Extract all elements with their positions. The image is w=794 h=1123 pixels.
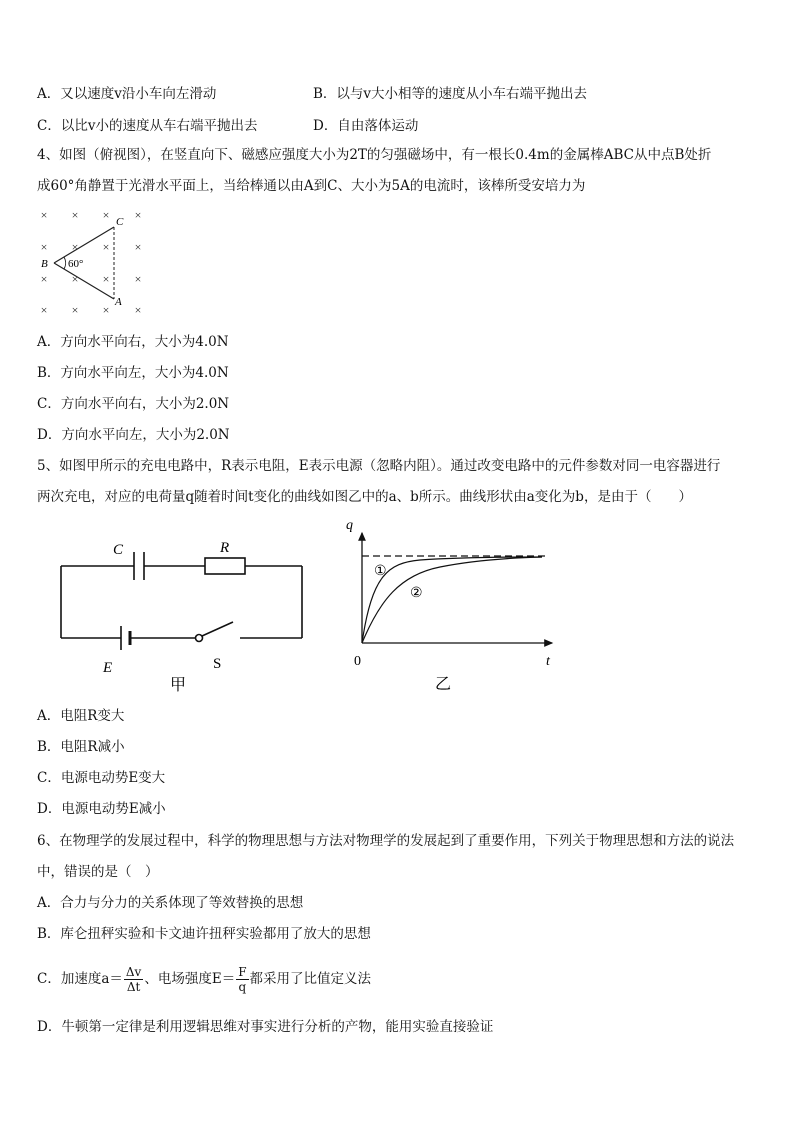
field-mark: ×: [71, 272, 79, 286]
q6-option-c-middle: 、电场强度E＝: [144, 971, 236, 987]
q4-stem-line-1: 4、如图（俯视图），在竖直向下、磁感应强度大小为2T的匀强磁场中，有一根长0.4m的金属棒ABC从中点B处折: [37, 147, 712, 163]
field-mark: ×: [40, 208, 48, 222]
q5-stem-line-2: 两次充电，对应的电荷量q随着时间t变化的曲线如图乙中的a、b所示。曲线形状由a变化为b，是由于（ ）: [37, 489, 692, 505]
field-mark: ×: [134, 240, 142, 254]
q5-stem-line-1: 5、如图甲所示的充电电路中，R表示电阻，E表示电源（忽略内阻）。通过改变电路中的元件参数对同一电容器进行: [37, 458, 721, 474]
fraction-numerator: Δv: [125, 965, 142, 979]
q4-option-d[interactable]: D．方向水平向左，大小为2.0N: [37, 427, 230, 443]
label-r: R: [220, 540, 230, 556]
curve-1: [362, 557, 542, 643]
q3-option-row-2: [37, 114, 777, 132]
fraction-denominator: q: [238, 980, 247, 994]
curve-1-label: ①: [374, 564, 387, 579]
field-mark: ×: [102, 303, 110, 317]
q3-option-b[interactable]: B．以与v大小相等的速度从小车右端平抛出去: [313, 86, 588, 102]
field-mark: ×: [134, 303, 142, 317]
q5-option-c[interactable]: C．电源电动势E变大: [37, 770, 166, 786]
q6-option-d[interactable]: D．牛顿第一定律是利用逻辑思维对事实进行分析的产物，能用实验直接验证: [37, 1019, 494, 1035]
q4-option-b[interactable]: B．方向水平向左，大小为4.0N: [37, 365, 229, 381]
field-mark: ×: [102, 272, 110, 286]
label-c: C: [116, 216, 124, 228]
q6-option-c-suffix: 都采用了比值定义法: [249, 971, 372, 987]
y-axis-label: q: [346, 518, 353, 533]
field-mark: ×: [102, 240, 110, 254]
q6-stem-line-2: 中，错误的是（ ）: [37, 864, 159, 880]
field-mark: ×: [40, 303, 48, 317]
field-mark: ×: [71, 208, 79, 222]
q4-magnetic-field-figure: [34, 205, 154, 320]
q6-option-c[interactable]: [37, 961, 371, 997]
q3-option-c[interactable]: C．以比v小的速度从车右端平抛出去: [37, 118, 258, 134]
label-a: A: [115, 296, 122, 308]
q6-option-b[interactable]: B．库仑扭秤实验和卡文迪许扭秤实验都用了放大的思想: [37, 926, 371, 942]
field-mark: ×: [40, 240, 48, 254]
angle-arc: [64, 257, 66, 269]
resistor: [205, 558, 245, 574]
q6-option-c-prefix: C．加速度a＝: [37, 971, 123, 987]
q5-charge-time-graph: [340, 515, 565, 695]
label-c: C: [113, 542, 124, 558]
caption-yi: 乙: [434, 676, 452, 693]
field-mark: ×: [71, 303, 79, 317]
caption-jia: 甲: [169, 677, 187, 694]
fraction-acceleration: [124, 965, 143, 994]
q5-option-a[interactable]: A．电阻R变大: [37, 708, 125, 724]
field-mark: ×: [40, 272, 48, 286]
q4-option-c[interactable]: C．方向水平向右，大小为2.0N: [37, 396, 230, 412]
q4-option-a[interactable]: A．方向水平向右，大小为4.0N: [37, 334, 229, 350]
field-mark: ×: [134, 208, 142, 222]
x-axis-label: t: [546, 654, 550, 669]
fraction-denominator: Δt: [126, 980, 141, 994]
label-e: E: [103, 660, 113, 676]
q6-stem-line-1: 6、在物理学的发展过程中，科学的物理思想与方法对物理学的发展起到了重要作用，下列关于物理思想和方法的说法: [37, 833, 735, 849]
label-b: B: [41, 258, 48, 270]
angle-label: 60°: [68, 258, 84, 270]
origin-label: 0: [354, 654, 361, 669]
fraction-field-strength: [236, 965, 248, 994]
q5-option-b[interactable]: B．电阻R减小: [37, 739, 125, 755]
field-mark: ×: [134, 272, 142, 286]
field-mark: ×: [102, 208, 110, 222]
q4-stem-line-2: 成60°角静置于光滑水平面上，当给棒通以由A到C、大小为5A的电流时，该棒所受安培力为: [37, 178, 586, 194]
curve-2-label: ②: [410, 586, 423, 601]
label-s: S: [213, 656, 222, 672]
field-mark: ×: [71, 240, 79, 254]
q6-option-a[interactable]: A．合力与分力的关系体现了等效替换的思想: [37, 895, 304, 911]
q3-option-a[interactable]: A．又以速度v沿小车向左滑动: [37, 86, 217, 102]
q3-option-d[interactable]: D．自由落体运动: [313, 118, 419, 134]
q5-option-d[interactable]: D．电源电动势E减小: [37, 801, 166, 817]
q5-circuit-diagram: [55, 530, 315, 700]
q3-option-row-1: [37, 82, 777, 100]
switch-contact: [196, 635, 203, 642]
fraction-numerator: F: [238, 965, 247, 979]
